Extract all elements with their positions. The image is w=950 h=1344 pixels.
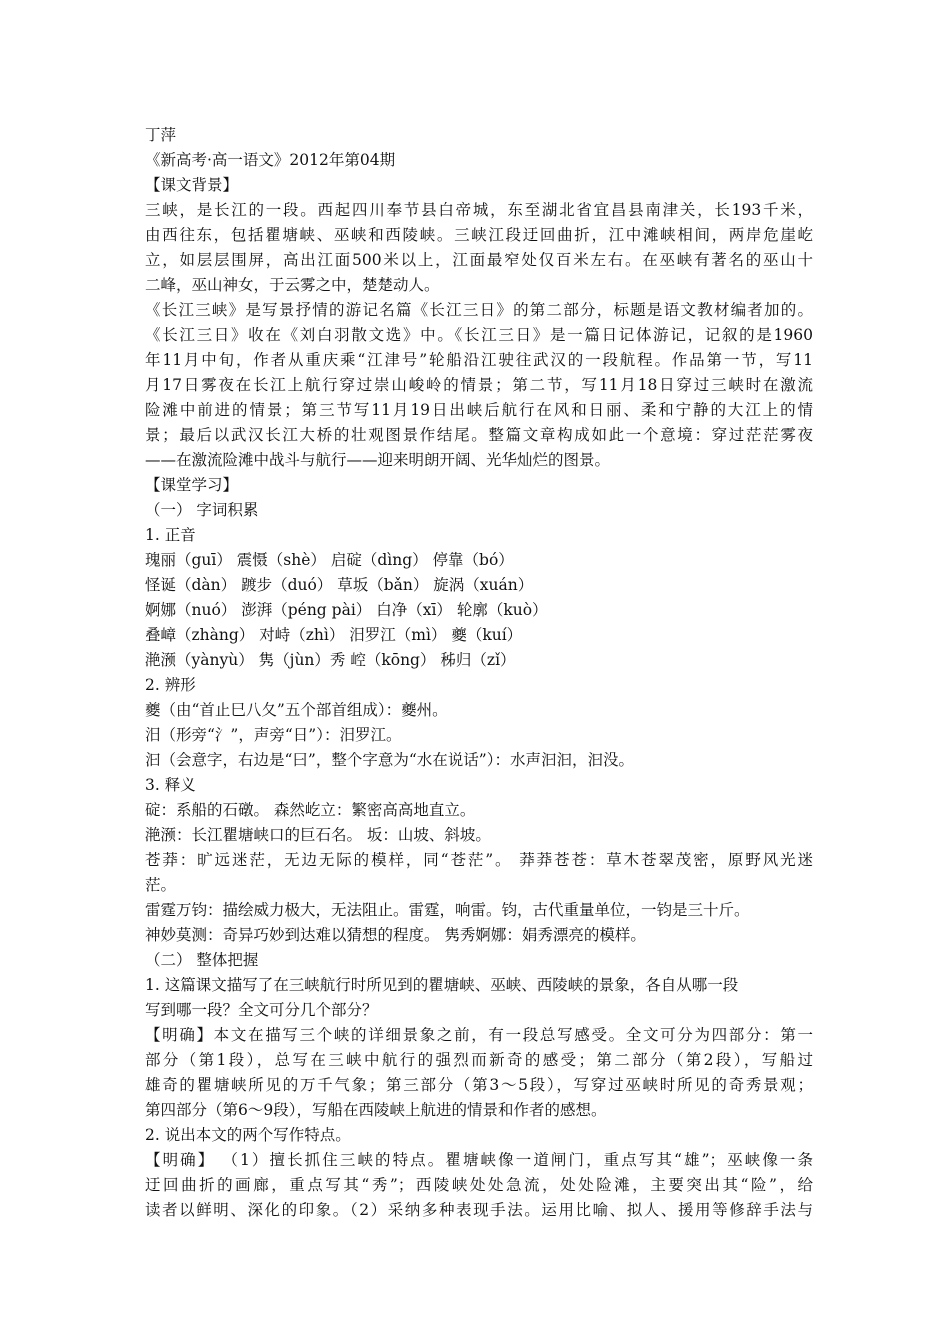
text-line: 滟滪（yànyù） 隽（jùn）秀 崆（kōng） 秭归（zǐ）: [145, 651, 516, 669]
text-line: ——在激流险滩中战斗与航行——迎来明朗开阔、光华灿烂的图景。: [145, 451, 611, 469]
text-line: 【明确】 （1）擅长抓住三峡的特点。瞿塘峡像一道闸门，重点写其“雄”；巫峡像一条: [145, 1151, 813, 1169]
text-line: 三峡，是长江的一段。西起四川奉节县白帝城，东至湖北省宜昌县南津关，长193千米，: [145, 201, 813, 219]
text-line: 苍莽：旷远迷茫，无边无际的模样，同“苍茫”。 莽莽苍苍：草木苍翠茂密，原野风光迷: [145, 851, 813, 869]
text-line: 写到哪一段？全文可分几个部分？: [145, 1001, 378, 1019]
text-line: 【课文背景】: [145, 176, 239, 194]
text-line: 《新高考·高一语文》2012年第04期: [145, 151, 396, 169]
text-line: 第四部分（第6～9段），写船在西陵峡上航进的情景和作者的感想。: [145, 1101, 607, 1119]
text-line: 月17日雾夜在长江上航行穿过崇山峻岭的情景；第二节，写11月18日穿过三峡时在激流: [145, 376, 813, 394]
text-line: 瑰丽（guī） 震慑（shè） 启碇（dìng） 停靠（bó）: [145, 551, 514, 569]
text-line: 神妙莫测：奇异巧妙到达难以猜想的程度。 隽秀婀娜：娟秀漂亮的模样。: [145, 926, 646, 944]
text-line: 丁萍: [145, 126, 177, 144]
text-line: 汩（会意字，右边是“曰”，整个字意为“水在说话”）：水声汩汩，汩没。: [145, 751, 634, 769]
text-line: 《长江三日》收在《刘白羽散文选》中。《长江三日》是一篇日记体游记，记叙的是1960: [145, 326, 813, 344]
text-line: （二） 整体把握: [145, 951, 259, 969]
text-line: 1. 正音: [145, 526, 196, 544]
text-line: 二峰，巫山神女，于云雾之中，楚楚动人。: [145, 276, 440, 294]
text-line: 迂回曲折的画廊，重点写其“秀”；西陵峡处处急流，处处险滩，主要突出其“险”，给: [145, 1176, 813, 1194]
text-line: 2. 辨形: [145, 676, 196, 694]
text-line: 景；最后以武汉长江大桥的壮观图景作结尾。整篇文章构成如此一个意境：穿过茫茫雾夜: [145, 426, 813, 444]
text-line: 汨（形旁“氵”，声旁“日”）：汨罗江。: [145, 726, 402, 744]
text-line: 碇：系船的石礅。 森然屹立：繁密高高地直立。: [145, 801, 476, 819]
text-line: 雄奇的瞿塘峡所见的万千气象；第三部分（第3～5段），写穿过巫峡时所见的奇秀景观；: [145, 1076, 813, 1094]
text-line: （一） 字词积累: [145, 501, 259, 519]
text-line: 怪诞（dàn） 踱步（duó） 草坂（bǎn） 旋涡（xuán）: [145, 576, 534, 594]
text-line: 《长江三峡》是写景抒情的游记名篇《长江三日》的第二部分，标题是语文教材编者加的。: [145, 301, 813, 319]
text-line: 立，如层层围屏，高出江面500米以上，江面最窄处仅百米左右。在巫峡有著名的巫山十: [145, 251, 813, 269]
text-line: 年11月中旬，作者从重庆乘“江津号”轮船沿江驶往武汉的一段航程。作品第一节，写11: [145, 351, 813, 369]
text-line: 夔（由“首止巳八夂”五个部首组成）：夔州。: [145, 701, 448, 719]
text-line: 读者以鲜明、深化的印象。（2）采纳多种表现手法。运用比喻、拟人、援用等修辞手法与: [145, 1201, 813, 1219]
text-line: 雷霆万钧：描绘威力极大，无法阻止。雷霆，响雷。钧，古代重量单位，一钧是三十斤。: [145, 901, 750, 919]
document-body: [145, 123, 813, 1223]
text-line: 【课堂学习】: [145, 476, 239, 494]
text-line: 由西往东，包括瞿塘峡、巫峡和西陵峡。三峡江段迂回曲折，江中滩峡相间，两岸危崖屹: [145, 226, 813, 244]
text-line: 险滩中前进的情景；第三节写11月19日出峡后航行在风和日丽、柔和宁静的大江上的情: [145, 401, 813, 419]
text-line: 3. 释义: [145, 776, 196, 794]
text-line: 部分（第1段），总写在三峡中航行的强烈而新奇的感受；第二部分（第2段），写船过: [145, 1051, 813, 1069]
text-line: 叠嶂（zhàng） 对峙（zhì） 汨罗江（mì） 夔（kuí）: [145, 626, 523, 644]
text-line: 1. 这篇课文描写了在三峡航行时所见到的瞿塘峡、巫峡、西陵峡的景象，各自从哪一段: [145, 976, 739, 994]
text-line: 婀娜（nuó） 澎湃（péng pài） 白净（xī） 轮廓（kuò）: [145, 601, 548, 619]
text-line: 【明确】本文在描写三个峡的详细景象之前，有一段总写感受。全文可分为四部分：第一: [145, 1026, 813, 1044]
text-line: 2. 说出本文的两个写作特点。: [145, 1126, 351, 1144]
text-line: 茫。: [145, 876, 177, 894]
text-line: 滟滪：长江瞿塘峡口的巨石名。 坂：山坡、斜坡。: [145, 826, 491, 844]
